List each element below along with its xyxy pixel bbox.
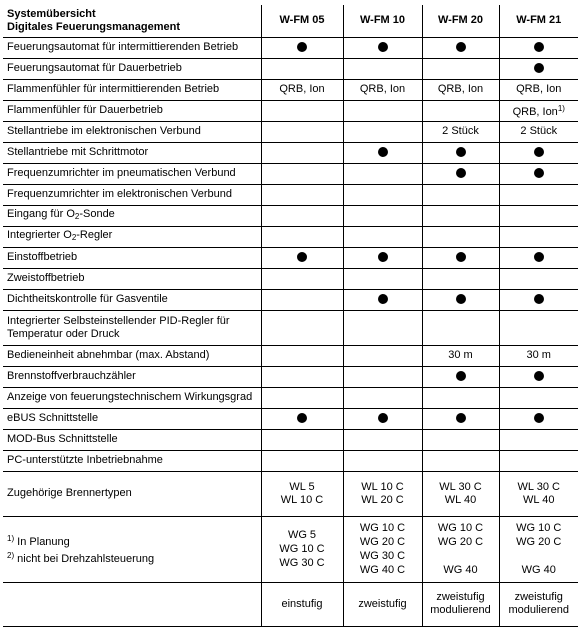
column-header-wfm20: W-FM 20	[422, 5, 499, 37]
cell-col-1	[343, 58, 422, 79]
wg-value: WG 20 C	[359, 536, 406, 548]
row-label: Flammenfühler für Dauerbetrieb	[3, 100, 261, 121]
column-header-wfm10: W-FM 10	[343, 5, 422, 37]
cell-col-1	[343, 310, 422, 345]
cell-col-3	[499, 366, 578, 387]
cell-col-2	[422, 408, 499, 429]
cell-col-3	[499, 205, 578, 226]
table-row	[3, 429, 578, 450]
row-label: Stellantriebe im elektronischen Verbund	[3, 121, 261, 142]
stufe-cell-1	[343, 582, 422, 626]
cell-col-2	[422, 100, 499, 121]
wg-value: WG 20 C	[437, 536, 484, 548]
bullet-icon	[378, 147, 388, 157]
bullet-icon	[378, 252, 388, 262]
stufe-value: modulierend	[508, 604, 570, 616]
cell-col-0	[261, 79, 343, 100]
cell-col-3	[499, 37, 578, 58]
cell-col-1	[343, 247, 422, 268]
table-row	[3, 247, 578, 268]
table-row	[3, 142, 578, 163]
row-label: PC-unterstützte Inbetriebnahme	[3, 450, 261, 471]
title-line-1: Systemübersicht	[7, 7, 96, 20]
cell-value: QRB, Ion	[516, 83, 562, 95]
row-label: MOD-Bus Schnittstelle	[3, 429, 261, 450]
wg-value: WG 5	[287, 529, 317, 541]
cell-col-3	[499, 387, 578, 408]
bullet-icon	[456, 413, 466, 423]
cell-col-3	[499, 268, 578, 289]
footnote-1: $^{1)}$ In Planung	[7, 534, 70, 548]
cell-col-1	[343, 37, 422, 58]
cell-col-1	[343, 184, 422, 205]
cell-col-2	[422, 345, 499, 366]
bullet-icon	[378, 294, 388, 304]
bullet-icon	[534, 168, 544, 178]
row-label: Flammenfühler für intermittierenden Betrieb	[3, 79, 261, 100]
cell-col-1	[343, 450, 422, 471]
cell-col-3	[499, 289, 578, 310]
wg-value: WG 10 C	[516, 522, 562, 534]
table-row	[3, 408, 578, 429]
cell-col-0	[261, 366, 343, 387]
row-label: Integrierter Selbsteinstellender PID-Regler für Temperatur oder Druck	[3, 310, 261, 345]
row-label: Frequenzumrichter im pneumatischen Verbund	[3, 163, 261, 184]
cell-col-1	[343, 163, 422, 184]
wl-value: WL 5	[289, 480, 315, 493]
cell-col-2	[422, 429, 499, 450]
row-label: Einstoffbetrieb	[3, 247, 261, 268]
bullet-icon	[534, 413, 544, 423]
row-label: Zweistoffbetrieb	[3, 268, 261, 289]
bullet-icon	[534, 371, 544, 381]
cell-col-0	[261, 37, 343, 58]
stufe-value: zweistufig	[358, 597, 407, 610]
wl-value: WL 20 C	[361, 493, 404, 506]
row-label: Dichtheitskontrolle für Gasventile	[3, 289, 261, 310]
cell-col-2	[422, 163, 499, 184]
feature-rows	[3, 37, 578, 471]
wl-cell-1	[343, 471, 422, 516]
table-row	[3, 226, 578, 247]
bullet-icon	[456, 147, 466, 157]
bullet-icon	[378, 42, 388, 52]
cell-col-3	[499, 58, 578, 79]
bullet-icon	[534, 63, 544, 73]
cell-col-1	[343, 289, 422, 310]
row-label: Stellantriebe mit Schrittmotor	[3, 142, 261, 163]
stufen-label-empty	[3, 582, 261, 626]
cell-col-3	[499, 450, 578, 471]
cell-col-1	[343, 79, 422, 100]
bullet-icon	[456, 42, 466, 52]
bullet-icon	[297, 252, 307, 262]
cell-col-1	[343, 429, 422, 450]
bullet-icon	[297, 42, 307, 52]
column-header-wfm21: W-FM 21	[499, 5, 578, 37]
bullet-icon	[297, 413, 307, 423]
table-row	[3, 387, 578, 408]
table-row	[3, 310, 578, 345]
wg-cell-3	[499, 516, 578, 582]
stufe-value: modulierend	[430, 604, 491, 616]
row-label: Bedieneinheit abnehmbar (max. Abstand)	[3, 345, 261, 366]
cell-col-2	[422, 268, 499, 289]
table-row	[3, 100, 578, 121]
cell-col-3	[499, 142, 578, 163]
cell-col-0	[261, 205, 343, 226]
cell-col-0	[261, 163, 343, 184]
wg-cell-0	[261, 516, 343, 582]
table-row	[3, 205, 578, 226]
cell-col-2	[422, 387, 499, 408]
cell-col-2	[422, 205, 499, 226]
row-label: eBUS Schnittstelle	[3, 408, 261, 429]
table-row	[3, 163, 578, 184]
wg-value: WG 40	[443, 564, 478, 576]
bullet-icon	[378, 413, 388, 423]
bullet-icon	[534, 294, 544, 304]
table-row	[3, 345, 578, 366]
table-title	[3, 5, 261, 37]
cell-col-1	[343, 205, 422, 226]
bullet-icon	[534, 42, 544, 52]
system-overview-table	[3, 5, 578, 627]
cell-col-1	[343, 142, 422, 163]
wg-value: WG 10 C	[359, 522, 406, 534]
row-label: Frequenzumrichter im elektronischen Verbund	[3, 184, 261, 205]
wg-cell-2	[422, 516, 499, 582]
table-row	[3, 37, 578, 58]
cell-col-0	[261, 450, 343, 471]
cell-col-2	[422, 366, 499, 387]
bullet-icon	[534, 252, 544, 262]
cell-value: QRB, Ion	[279, 83, 325, 95]
cell-col-1	[343, 268, 422, 289]
wg-value: WG 20 C	[516, 536, 562, 548]
cell-col-0	[261, 226, 343, 247]
cell-value: 2 Stück	[442, 125, 479, 137]
bullet-icon	[534, 147, 544, 157]
cell-col-3	[499, 429, 578, 450]
cell-col-2	[422, 289, 499, 310]
stufe-value: zweistufig	[514, 591, 563, 603]
cell-col-0	[261, 429, 343, 450]
wg-value: WG 40 C	[359, 564, 406, 576]
table-row	[3, 79, 578, 100]
cell-value: 30 m	[448, 349, 473, 361]
cell-col-2	[422, 184, 499, 205]
cell-col-3	[499, 247, 578, 268]
cell-col-2	[422, 450, 499, 471]
cell-col-2	[422, 37, 499, 58]
footnote-2: $^{2)}$ nicht bei Drehzahlsteuerung	[7, 551, 155, 565]
cell-col-2	[422, 247, 499, 268]
cell-col-3	[499, 184, 578, 205]
stufe-cell-0	[261, 582, 343, 626]
brennertypen-label: Zugehörige Brennertypen	[3, 471, 261, 516]
cell-col-0	[261, 121, 343, 142]
cell-col-0	[261, 310, 343, 345]
row-label: Brennstoffverbrauchzähler	[3, 366, 261, 387]
stufe-cell-3	[499, 582, 578, 626]
cell-col-2	[422, 58, 499, 79]
wg-value: WG 10 C	[279, 543, 325, 555]
table-header-row	[3, 5, 578, 37]
cell-col-3	[499, 121, 578, 142]
footnote-row	[3, 516, 578, 582]
cell-col-1	[343, 387, 422, 408]
cell-value: 2 Stück	[520, 125, 558, 137]
cell-col-1	[343, 100, 422, 121]
stufe-value: zweistufig	[436, 591, 485, 603]
cell-col-1	[343, 121, 422, 142]
column-header-wfm05: W-FM 05	[261, 5, 343, 37]
cell-col-1	[343, 345, 422, 366]
table-row	[3, 121, 578, 142]
row-label: Eingang für $O_2$-Sonde	[3, 205, 261, 226]
wl-value: WL 30 C	[517, 480, 560, 493]
stufe-value: einstufig	[281, 597, 323, 610]
wl-value: WL 10 C	[361, 480, 404, 493]
wg-value: WG 30 C	[279, 557, 325, 569]
title-line-2: Digitales Feuerungsmanagement	[7, 20, 180, 33]
cell-col-0	[261, 345, 343, 366]
cell-col-3	[499, 408, 578, 429]
cell-value: 30 m	[526, 349, 551, 361]
cell-col-1	[343, 366, 422, 387]
cell-col-0	[261, 247, 343, 268]
cell-col-1	[343, 408, 422, 429]
brennertypen-row	[3, 471, 578, 516]
wl-cell-2	[422, 471, 499, 516]
table-row	[3, 268, 578, 289]
wg-cell-1	[343, 516, 422, 582]
cell-col-2	[422, 142, 499, 163]
bullet-icon	[456, 371, 466, 381]
footnotes	[3, 516, 261, 582]
cell-col-2	[422, 79, 499, 100]
stufe-cell-2	[422, 582, 499, 626]
wl-cell-0	[261, 471, 343, 516]
cell-col-1	[343, 226, 422, 247]
bullet-icon	[456, 252, 466, 262]
cell-col-0	[261, 387, 343, 408]
cell-col-3	[499, 345, 578, 366]
row-label: Feuerungsautomat für intermittierenden Betrieb	[3, 37, 261, 58]
row-label: Integrierter $O_2$-Regler	[3, 226, 261, 247]
cell-col-0	[261, 268, 343, 289]
wl-value: WL 40	[444, 493, 477, 506]
cell-col-3	[499, 163, 578, 184]
wg-value: WG 30 C	[359, 550, 406, 562]
cell-col-0	[261, 58, 343, 79]
cell-col-3	[499, 100, 578, 121]
wg-value: WG 10 C	[437, 522, 484, 534]
cell-col-0	[261, 289, 343, 310]
row-label: Feuerungsautomat für Dauerbetrieb	[3, 58, 261, 79]
cell-col-2	[422, 310, 499, 345]
bullet-icon	[456, 168, 466, 178]
wg-value: WG 40	[521, 564, 556, 576]
cell-col-0	[261, 142, 343, 163]
cell-col-3	[499, 79, 578, 100]
cell-value: QRB, Ion	[437, 83, 484, 95]
cell-col-2	[422, 121, 499, 142]
row-label: Anzeige von feuerungstechnischem Wirkungsgrad	[3, 387, 261, 408]
table-row	[3, 289, 578, 310]
table-row	[3, 184, 578, 205]
wl-value: WL 30 C	[439, 480, 482, 493]
cell-col-0	[261, 184, 343, 205]
cell-col-0	[261, 100, 343, 121]
cell-value: QRB, Ion	[512, 106, 558, 118]
table-row	[3, 450, 578, 471]
cell-col-3	[499, 226, 578, 247]
wl-value: WL 10 C	[280, 493, 324, 506]
table-row	[3, 366, 578, 387]
cell-col-3	[499, 310, 578, 345]
cell-col-0	[261, 408, 343, 429]
cell-col-2	[422, 226, 499, 247]
cell-value: QRB, Ion	[359, 83, 406, 95]
footnote-marker: 1)	[557, 104, 565, 113]
wl-value: WL 40	[523, 493, 555, 506]
stufen-row	[3, 582, 578, 626]
table-row	[3, 58, 578, 79]
wl-cell-3	[499, 471, 578, 516]
bullet-icon	[456, 294, 466, 304]
